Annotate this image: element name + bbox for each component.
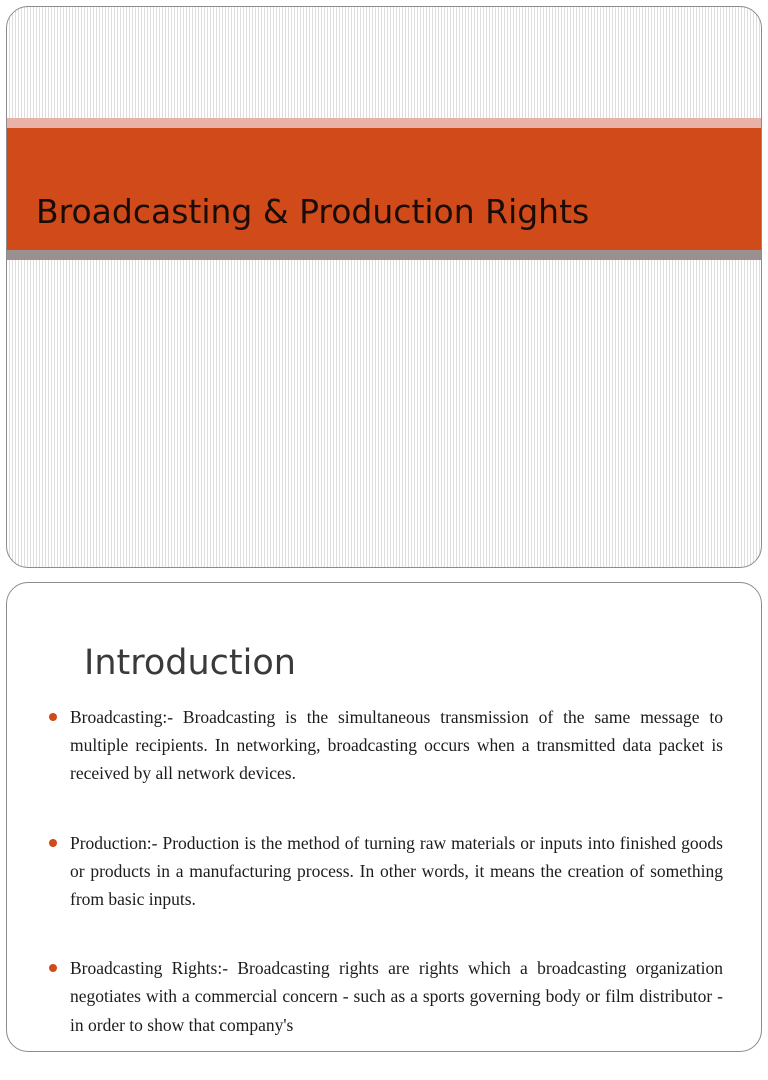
title-band-top-stripe (7, 118, 761, 128)
bullet-item-broadcasting (45, 703, 723, 788)
bullet-item-production (45, 829, 723, 914)
title-band-bottom-stripe (7, 250, 761, 260)
bullet-dot-icon (49, 713, 57, 721)
bullet-dot-icon (49, 964, 57, 972)
title-slide (6, 6, 762, 568)
bullet-text: Production:- Production is the method of turning raw materials or inputs into finished goods or products in a manufacturing process. In other words, it means the creation of something from basic inputs. (70, 832, 723, 910)
bullet-dot-icon (49, 839, 57, 847)
slide-heading: Introduction (84, 643, 296, 683)
bullet-list (45, 703, 723, 1080)
slide-title: Broadcasting & Production Rights (36, 192, 590, 231)
introduction-slide (6, 582, 762, 1052)
bullet-text: Broadcasting Rights:- Broadcasting rights are rights which a broadcasting organization negotiates with a commercial concern - such as a sports governing body or film distributor - in order to show that company's (70, 958, 723, 1035)
bullet-text: Broadcasting:- Broadcasting is the simultaneous transmission of the same message to multiple recipients. In networking, broadcasting occurs when a transmitted data packet is received by all network devices. (70, 707, 723, 784)
bullet-item-broadcasting-rights (45, 954, 723, 1039)
